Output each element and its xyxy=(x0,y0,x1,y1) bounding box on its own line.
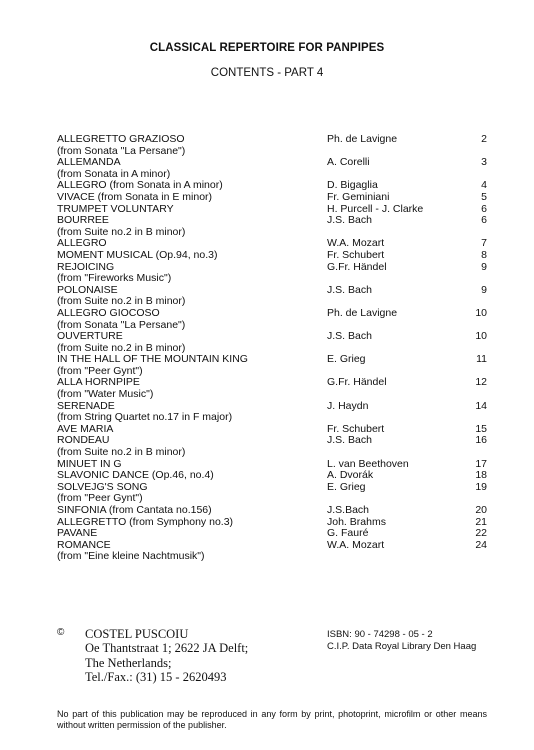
piece-title: SERENADE xyxy=(57,399,115,412)
page-number: 11 xyxy=(476,353,487,366)
piece-source: (from "Peer Gynt") xyxy=(57,492,143,505)
composer-name: J.S.Bach xyxy=(327,504,370,516)
isbn-number: ISBN: 90 - 74298 - 05 - 2 xyxy=(327,629,433,640)
contents-entry xyxy=(57,354,487,377)
piece-title: BOURREE xyxy=(57,214,109,227)
piece-title: OUVERTURE xyxy=(57,330,123,343)
composer-name: G.Fr. Händel xyxy=(327,376,387,389)
contents-entry xyxy=(57,435,487,458)
piece-source: (from Suite no.2 in B minor) xyxy=(57,341,186,354)
page-number: 21 xyxy=(475,515,487,528)
page-number: 15 xyxy=(475,422,487,435)
composer-name: W.A. Mozart xyxy=(327,538,385,551)
piece-title: MOMENT MUSICAL (Op.94, no.3) xyxy=(57,248,218,261)
page-number: 14 xyxy=(475,399,487,412)
entry-main-line xyxy=(57,308,487,320)
composer-name: H. Purcell - J. Clarke xyxy=(327,202,424,215)
entry-main-line xyxy=(57,250,487,262)
composer-name: Ph. de Lavigne xyxy=(327,133,398,145)
contents-entry xyxy=(57,285,487,308)
entry-main-line xyxy=(57,262,487,274)
contents-entry xyxy=(57,540,487,563)
piece-title: PAVANE xyxy=(57,527,98,540)
composer-name: Joh. Brahms xyxy=(327,515,386,528)
entry-main-line xyxy=(57,435,487,447)
entry-main-line xyxy=(57,331,487,343)
composer-name: Fr. Schubert xyxy=(327,422,385,435)
piece-title: MINUET IN G xyxy=(57,457,122,470)
contents-entry xyxy=(57,262,487,285)
page-subtitle: CONTENTS - PART 4 xyxy=(210,67,324,79)
page-number: 7 xyxy=(481,237,487,250)
piece-title: ALLEGRO GIOCOSO xyxy=(57,306,160,319)
composer-name: J.S. Bach xyxy=(327,330,372,343)
cip-data: C.I.P. Data Royal Library Den Haag xyxy=(327,641,477,652)
publisher-name: COSTEL PUSCOIU xyxy=(85,627,189,641)
page-number: 9 xyxy=(481,283,487,296)
composer-name: J.S. Bach xyxy=(327,434,372,447)
page-number: 9 xyxy=(481,260,487,273)
piece-source: (from String Quartet no.17 in F major) xyxy=(57,411,233,424)
contents-entry xyxy=(57,528,487,540)
composer-name: Fr. Schubert xyxy=(327,248,385,261)
piece-title: SOLVEJG'S SONG xyxy=(57,480,148,493)
piece-source: (from "Peer Gynt") xyxy=(57,364,143,377)
piece-title: SINFONIA (from Cantata no.156) xyxy=(57,504,212,516)
piece-title: ALLA HORNPIPE xyxy=(57,376,140,389)
piece-title: ALLEGRETTO (from Symphony no.3) xyxy=(57,515,234,528)
entry-main-line xyxy=(57,157,487,169)
piece-title: POLONAISE xyxy=(57,283,118,296)
piece-title: VIVACE (from Sonata in E minor) xyxy=(57,190,213,203)
piece-source: (from Suite no.2 in B minor) xyxy=(57,225,186,238)
piece-title: AVE MARIA xyxy=(57,422,114,435)
publisher-address-line-2: The Netherlands; xyxy=(85,655,172,670)
contents-entry xyxy=(57,215,487,238)
composer-name: Fr. Geminiani xyxy=(327,190,390,203)
publisher-block xyxy=(85,627,248,684)
contents-entry xyxy=(57,331,487,354)
contents-entry xyxy=(57,482,487,505)
publisher-phone: Tel./Fax.: (31) 15 - 2620493 xyxy=(85,669,227,684)
entry-main-line xyxy=(57,528,487,540)
piece-source: (from Sonata "La Persane") xyxy=(57,318,186,331)
contents-entry xyxy=(57,192,487,204)
page-number: 16 xyxy=(475,434,487,447)
piece-title: ALLEGRETTO GRAZIOSO xyxy=(57,133,185,145)
page-number: 24 xyxy=(475,538,487,551)
composer-name: Ph. de Lavigne xyxy=(327,306,398,319)
composer-name: A. Dvorák xyxy=(327,469,374,482)
contents-entry xyxy=(57,401,487,424)
piece-title: RONDEAU xyxy=(57,434,110,447)
piece-source: (from Sonata in A minor) xyxy=(57,167,171,180)
isbn-block xyxy=(327,629,476,653)
composer-name: G. Fauré xyxy=(327,527,369,540)
piece-source: (from Sonata "La Persane") xyxy=(57,144,186,157)
contents-entry xyxy=(57,204,487,216)
contents-entry xyxy=(57,505,487,517)
entry-main-line xyxy=(57,192,487,204)
piece-source: (from Suite no.2 in B minor) xyxy=(57,446,186,459)
entry-main-line xyxy=(57,482,487,494)
page-number: 18 xyxy=(475,469,487,482)
page-number: 6 xyxy=(481,214,487,227)
entry-main-line xyxy=(57,204,487,216)
entry-main-line xyxy=(57,354,487,366)
page-number: 12 xyxy=(475,376,487,389)
entry-main-line xyxy=(57,424,487,436)
contents-entry xyxy=(57,377,487,400)
page-number: 8 xyxy=(481,248,487,261)
page-number: 20 xyxy=(475,504,487,516)
page-number: 17 xyxy=(475,457,487,470)
contents-entry xyxy=(57,308,487,331)
entry-main-line xyxy=(57,505,487,517)
entry-main-line xyxy=(57,401,487,413)
contents-entry xyxy=(57,157,487,180)
contents-list xyxy=(57,134,487,563)
piece-title: TRUMPET VOLUNTARY xyxy=(57,202,174,215)
entry-main-line xyxy=(57,215,487,227)
composer-name: E. Grieg xyxy=(327,353,366,366)
composer-name: W.A. Mozart xyxy=(327,237,385,250)
page-title: CLASSICAL REPERTOIRE FOR PANPIPES xyxy=(149,42,385,54)
composer-name: G.Fr. Händel xyxy=(327,260,387,273)
composer-name: J. Haydn xyxy=(327,399,369,412)
entry-main-line xyxy=(57,285,487,297)
contents-entry xyxy=(57,424,487,436)
contents-entry xyxy=(57,517,487,529)
piece-title: IN THE HALL OF THE MOUNTAIN KING xyxy=(57,353,248,366)
page-number: 6 xyxy=(481,202,487,215)
piece-source: (from "Fireworks Music") xyxy=(57,272,172,285)
page-number: 10 xyxy=(475,306,487,319)
page-number: 2 xyxy=(481,133,487,145)
contents-entry xyxy=(57,250,487,262)
copyright-notice: No part of this publication may be reproduced in any form by print, photoprint, microfilm or other means without written permission of the publisher. xyxy=(57,709,487,730)
page-number: 22 xyxy=(475,527,487,540)
contents-entry xyxy=(57,134,487,157)
publisher-address-line-1: Oe Thantstraat 1; 2622 JA Delft; xyxy=(85,641,249,656)
entry-main-line xyxy=(57,517,487,529)
page-number: 19 xyxy=(475,480,487,493)
page-number: 4 xyxy=(481,179,487,192)
page-number: 5 xyxy=(481,190,487,203)
piece-source: (from Suite no.2 in B minor) xyxy=(57,295,186,308)
piece-title: ALLEGRO (from Sonata in A minor) xyxy=(57,179,223,192)
page-number: 10 xyxy=(475,330,487,343)
entry-main-line xyxy=(57,134,487,146)
composer-name: J.S. Bach xyxy=(327,214,372,227)
entry-main-line xyxy=(57,540,487,552)
entry-main-line xyxy=(57,377,487,389)
composer-name: D. Bigaglia xyxy=(327,179,378,192)
composer-name: L. van Beethoven xyxy=(327,457,409,470)
piece-title: REJOICING xyxy=(57,260,115,273)
piece-source: (from "Water Music") xyxy=(57,388,154,401)
page-number: 3 xyxy=(481,156,487,169)
composer-name: J.S. Bach xyxy=(327,283,372,296)
composer-name: A. Corelli xyxy=(327,156,370,169)
composer-name: E. Grieg xyxy=(327,480,366,493)
piece-title: ALLEGRO xyxy=(57,237,107,250)
piece-title: ALLEMANDA xyxy=(57,156,121,169)
piece-source: (from "Eine kleine Nachtmusik") xyxy=(57,550,205,563)
piece-title: SLAVONIC DANCE (Op.46, no.4) xyxy=(57,469,214,482)
piece-title: ROMANCE xyxy=(57,538,111,551)
copyright-mark: © xyxy=(57,627,65,638)
